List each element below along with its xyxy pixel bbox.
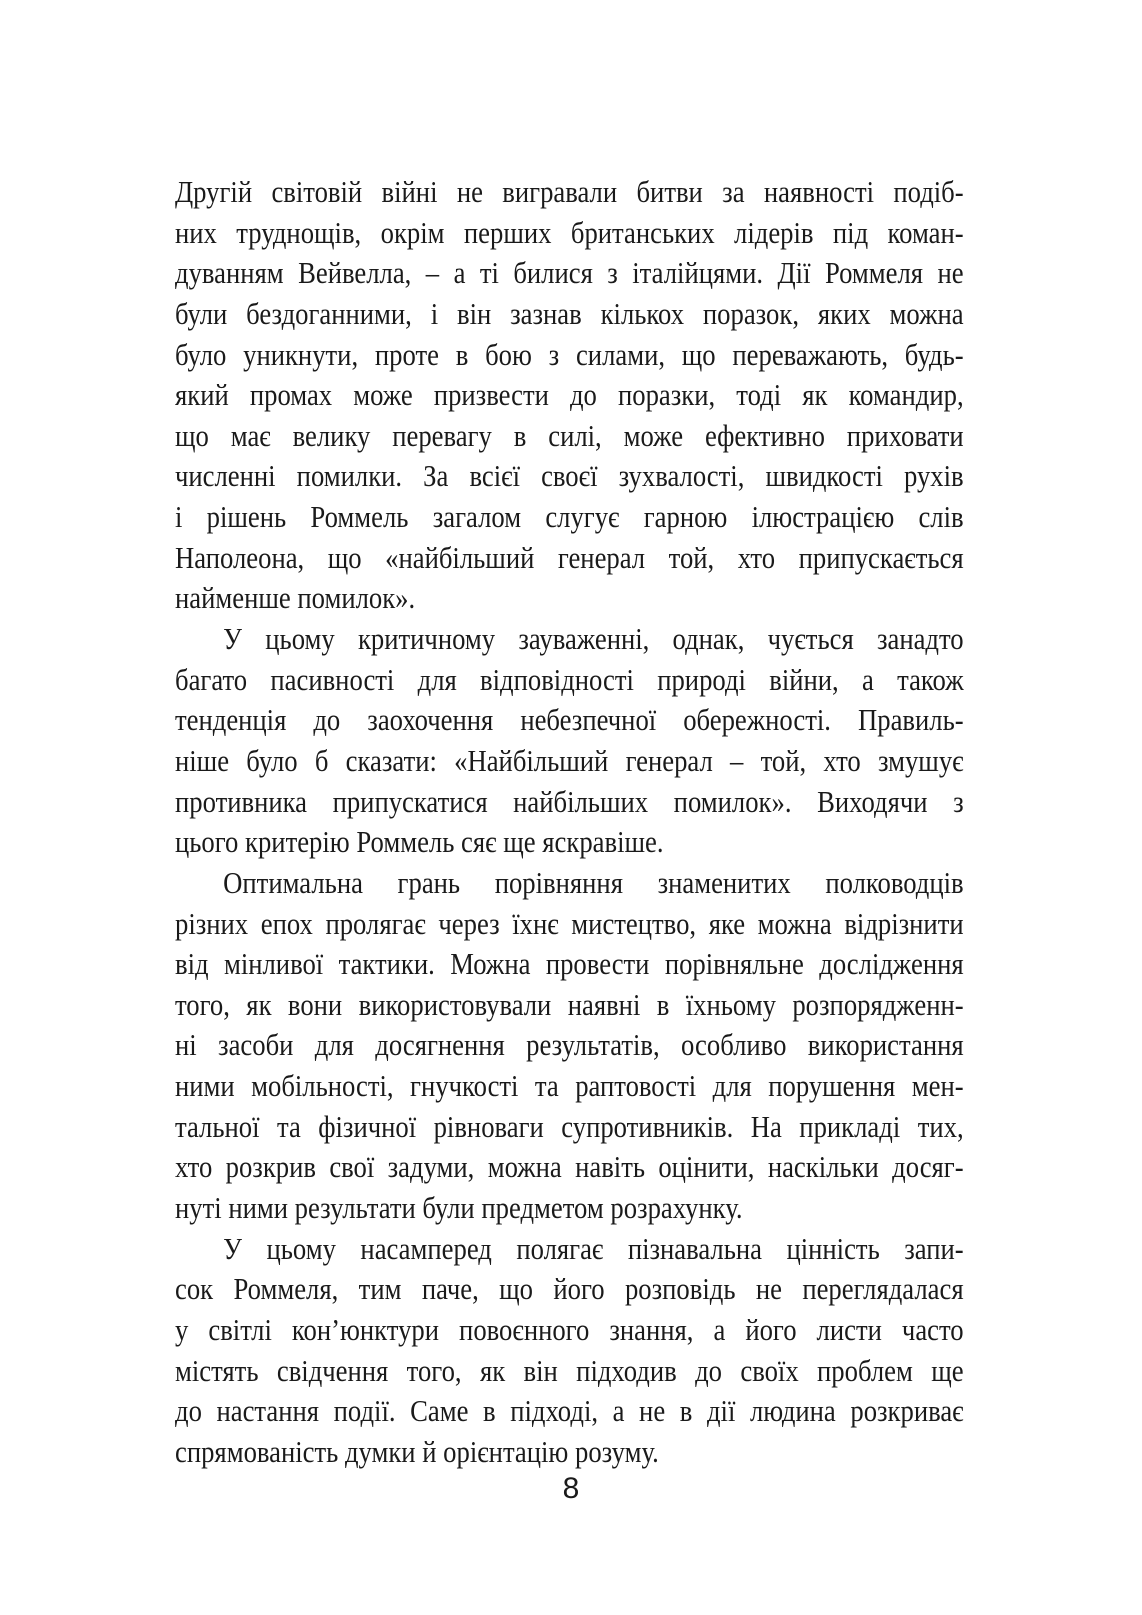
- paragraph: [175, 1229, 964, 1473]
- paragraph: [175, 619, 964, 863]
- text-line: різних епох пролягає через їхнє мистецтво, яке можна відрізнити: [175, 905, 964, 941]
- text-line: Другій світовій війні не вигравали битви за наявності подіб-: [175, 174, 964, 209]
- text-line: цього критерію Роммель сяє ще яскравіше.: [175, 824, 664, 860]
- text-line: від мінливої тактики. Можна провести порівняльне дослідження: [175, 946, 964, 982]
- text-line: тенденція до заохочення небезпечної обережності. Правиль-: [175, 702, 964, 738]
- text-line: що має велику перевагу в силі, може ефективно приховати: [175, 417, 964, 453]
- text-line: ні засоби для досягнення результатів, особливо використання: [175, 1027, 964, 1063]
- text-line: ними мобільності, гнучкості та раптовості для порушення мен-: [175, 1068, 964, 1104]
- text-line: спрямованість думки й орієнтацію розуму.: [175, 1433, 659, 1469]
- text-line: містять свідчення того, як він підходив до своїх проблем ще: [175, 1352, 964, 1388]
- text-line: У цьому насамперед полягає пізнавальна цінність запи-: [223, 1230, 964, 1266]
- text-line: Оптимальна грань порівняння знаменитих полководців: [223, 864, 964, 900]
- text-line: багато пасивності для відповідності природі війни, а також: [175, 661, 964, 697]
- text-line: У цьому критичному зауваженні, однак, чується занадто: [223, 621, 964, 657]
- text-line: них труднощів, окрім перших британських лідерів під коман-: [175, 214, 964, 250]
- text-line: нуті ними результати були предметом розрахунку.: [175, 1190, 743, 1226]
- body-text: [175, 172, 964, 1473]
- page-number: 8: [562, 1472, 580, 1505]
- text-line: сок Роммеля, тим паче, що його розповідь не переглядалася: [175, 1271, 964, 1307]
- text-line: Наполеона, що «найбільший генерал той, хто припускається: [175, 539, 964, 575]
- text-line: до настання події. Саме в підході, а не в дії людина розкриває: [175, 1393, 964, 1429]
- text-line: хто розкрив свої задуми, можна навіть оцінити, наскільки досяг-: [175, 1149, 964, 1185]
- text-line: тальної та фізичної рівноваги супротивників. На прикладі тих,: [175, 1108, 964, 1144]
- text-line: у світлі кон’юнктури повоєнного знання, а його листи часто: [175, 1311, 964, 1347]
- text-line: і рішень Роммель загалом слугує гарною ілюстрацією слів: [175, 499, 964, 535]
- text-line: найменше помилок».: [175, 580, 416, 616]
- paragraph: [175, 863, 964, 1229]
- text-line: були бездоганними, і він зазнав кількох поразок, яких можна: [175, 295, 964, 331]
- text-line: дуванням Вейвелла, – а ті билися з італійцями. Дії Роммеля не: [175, 255, 964, 291]
- text-line: ніше було б сказати: «Найбільший генерал – той, хто змушує: [175, 742, 964, 778]
- paragraph: [175, 172, 964, 619]
- text-line: численні помилки. За всієї своєї зухвалості, швидкості рухів: [175, 458, 964, 494]
- text-line: який промах може призвести до поразки, тоді як командир,: [175, 377, 964, 413]
- text-line: противника припускатися найбільших помилок». Виходячи з: [175, 783, 964, 819]
- text-line: було уникнути, проте в бою з силами, що переважають, будь-: [175, 336, 964, 372]
- text-line: того, як вони використовували наявні в їхньому розпорядженн-: [175, 986, 964, 1022]
